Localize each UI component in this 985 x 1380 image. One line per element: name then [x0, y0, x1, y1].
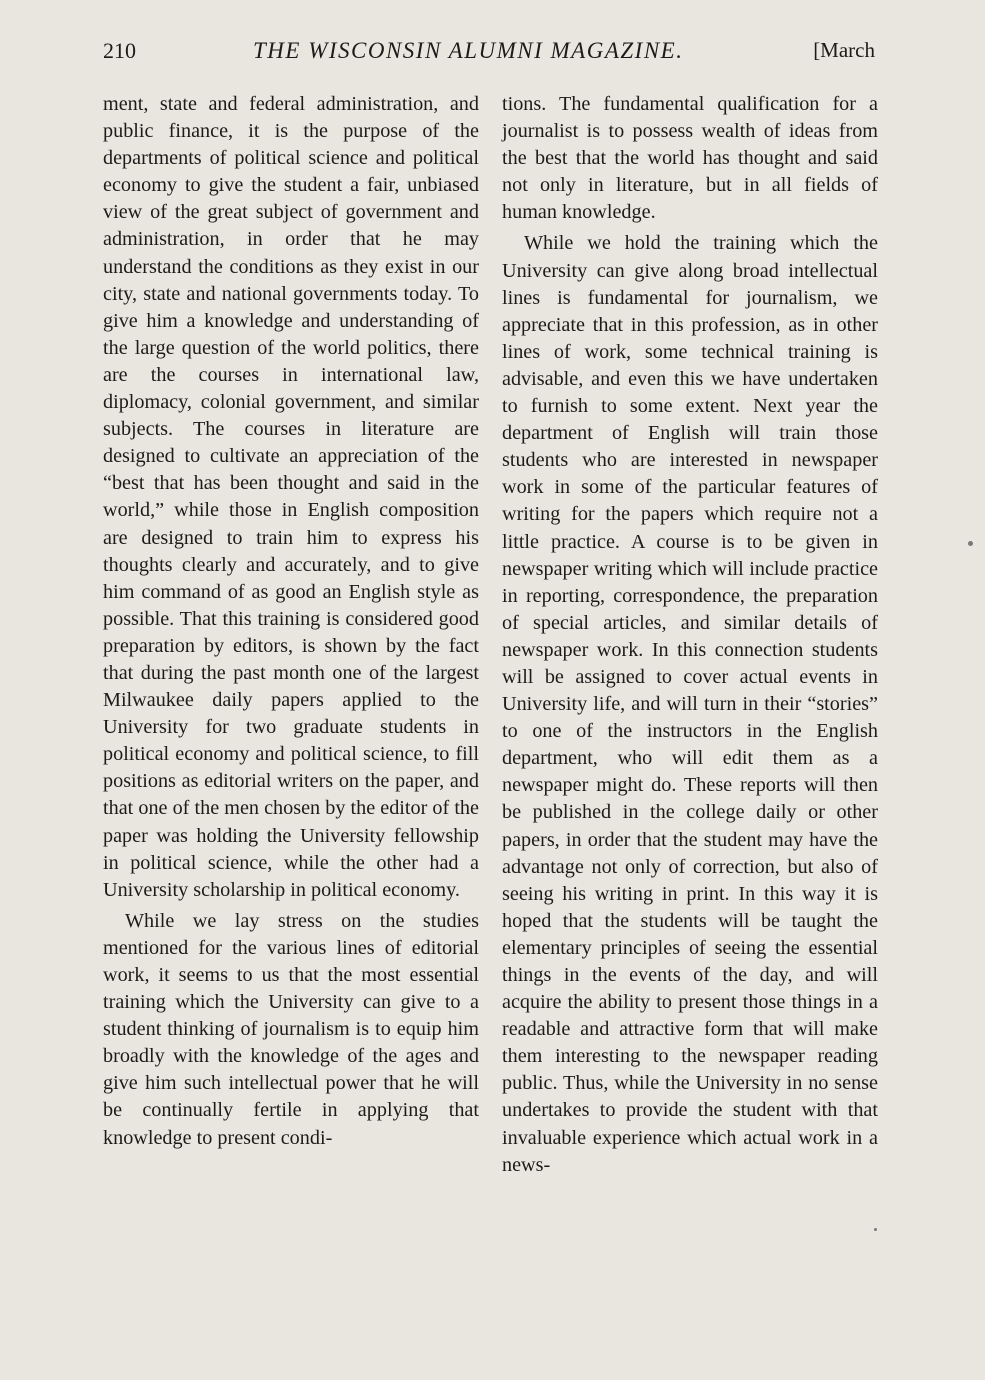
running-header	[103, 38, 875, 72]
paragraph: ment, state and federal administration, and public finance, it is the purpose of the departments of political science and political economy to give the student a fair, unbiased view of the great subject of government and administration, in order that he may understand the conditions as they exist in our city, state and national governments today. To give him a knowledge and understanding of the large question of the world politics, there are the courses in international law, diplomacy, colonial government, and similar subjects. The courses in literature are designed to cultivate an appreciation of the “best that has been thought and said in the world,” while those in English composition are designed to train him to express his thoughts clearly and accurately, and to give him command of as good an English style as possible. That this training is considered good preparation by editors, is shown by the fact that during the past month one of the largest Milwaukee daily papers applied to the University for two graduate students in political economy and political science, to fill positions as editorial writers on the paper, and that one of the men chosen by the editor of the paper was holding the University fellowship in political science, while the other had a University scholarship in political economy.	[103, 93, 479, 901]
paper-speck	[968, 541, 973, 546]
paper-speck	[874, 1228, 877, 1231]
issue-month: [March	[813, 38, 875, 62]
left-column	[103, 91, 479, 1152]
paragraph: tions. The fundamental qualification for a journalist is to possess wealth of ideas from the best that the world has thought and said not only in literature, but in all fields of human knowledge.	[502, 93, 878, 224]
paragraph: While we lay stress on the studies mentioned for the various lines of editorial work, it seems to us that the most essential training which the University can give to a student thinking of journalism is to equip him broadly with the knowledge of the ages and give him such intellectual power that he will be continually fertile in applying that knowledge to present condi-	[103, 909, 479, 1149]
magazine-title: THE WISCONSIN ALUMNI MAGAZINE.	[253, 38, 684, 63]
page-number: 210	[103, 38, 136, 63]
right-column	[502, 91, 878, 1179]
paragraph: While we hold the training which the University can give along broad intellectual lines is fundamental for journalism, we appreciate that in this profession, as in other lines of work, some technical training is advisable, and even this we have undertaken to furnish to some extent. Next year the department of English will train those students who are interested in newspaper work in some of the particular features of writing for the papers which require not a little practice. A course is to be given in newspaper writing which will include practice in reporting, correspondence, the preparation of special articles, and similar details of newspaper work. In this connection students will be assigned to cover actual events in University life, and will turn in their “stories” to one of the instructors in the English department, who will edit them as a newspaper might do. These reports will then be published in the college daily or other papers, in order that the student may have the advantage not only of correction, but also of seeing his writing in print. In this way it is hoped that the students will be taught the elementary principles of seeing the essential things in the events of the day, and will acquire the ability to present those things in a readable and attractive form that will make them interesting to the newspaper reading public. Thus, while the University in no sense undertakes to provide the student with that invaluable experience which actual work in a news-	[502, 232, 878, 1176]
